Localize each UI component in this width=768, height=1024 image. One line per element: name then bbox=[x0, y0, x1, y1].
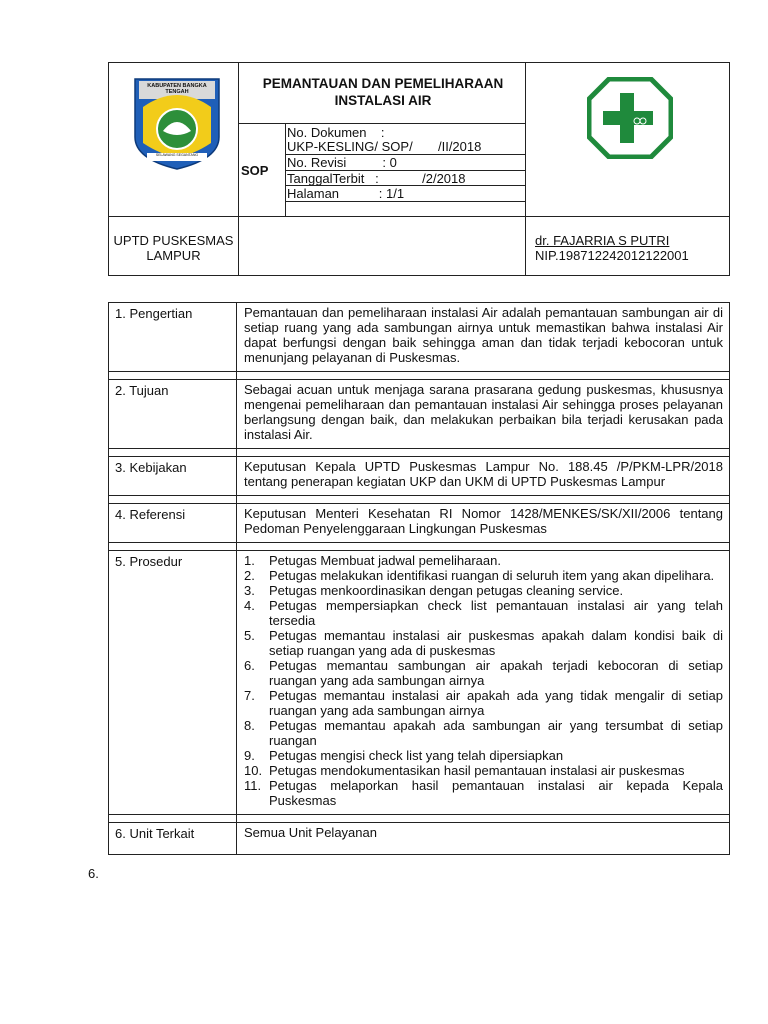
section-unit-terkait bbox=[109, 823, 729, 855]
step-text: Petugas memantau apakah ada sambungan air yang tersumbat di setiap ruangan bbox=[269, 718, 723, 748]
procedure-step bbox=[244, 763, 723, 778]
step-text: Petugas mengisi check list yang telah dipersiapkan bbox=[269, 748, 564, 763]
revision-number: No. Revisi : 0 bbox=[287, 155, 397, 170]
step-number: 5. bbox=[244, 628, 255, 643]
doc-number-label: No. Dokumen : bbox=[287, 125, 385, 140]
signatory-name: dr. FAJARRIA S PUTRI bbox=[535, 233, 670, 248]
step-number: 2. bbox=[244, 568, 255, 583]
section-tujuan bbox=[109, 380, 729, 449]
section-label: 1. Pengertian bbox=[109, 303, 237, 371]
section-label: 2. Tujuan bbox=[109, 380, 237, 448]
procedure-step bbox=[244, 658, 723, 688]
regency-logo bbox=[133, 73, 221, 171]
step-number: 11. bbox=[244, 778, 262, 793]
step-text: Petugas memantau sambungan air apakah terjadi kebocoran di setiap ruangan yang ada sambungan airnya bbox=[269, 658, 723, 688]
puskesmas-logo bbox=[587, 77, 673, 159]
sop-content-table bbox=[108, 302, 730, 855]
row-gap bbox=[109, 543, 729, 551]
section-text: Keputusan Menteri Kesehatan RI Nomor 1428/MENKES/SK/XII/2006 tentang Pedoman Penyelenggaraan Lingkungan Puskesmas bbox=[244, 506, 723, 536]
row-gap bbox=[109, 496, 729, 504]
page-number: Halaman : 1/1 bbox=[287, 186, 405, 201]
signatory-nip: NIP.198712242012122001 bbox=[535, 248, 689, 263]
section-label: 6. Unit Terkait bbox=[109, 823, 237, 854]
section-prosedur bbox=[109, 551, 729, 815]
step-text: Petugas melakukan identifikasi ruangan di seluruh item yang akan dipelihara. bbox=[269, 568, 715, 583]
procedure-step bbox=[244, 583, 723, 598]
step-text: Petugas menkoordinasikan dengan petugas cleaning service. bbox=[269, 583, 624, 598]
step-number: 1. bbox=[244, 553, 255, 568]
section-text: Semua Unit Pelayanan bbox=[244, 825, 377, 840]
step-text: Petugas memantau instalasi air puskesmas apakah dalam kondisi baik di setiap ruangan yang ada di puskesmas bbox=[269, 628, 723, 658]
step-number: 10. bbox=[244, 763, 263, 778]
row-gap bbox=[109, 372, 729, 380]
section-referensi bbox=[109, 504, 729, 543]
procedure-steps bbox=[244, 553, 723, 808]
doc-number-value: UKP-KESLING/ SOP/ /II/2018 bbox=[287, 139, 482, 154]
section-pengertian bbox=[109, 303, 729, 372]
issue-date: TanggalTerbit : /2/2018 bbox=[287, 171, 466, 186]
row-gap bbox=[109, 815, 729, 823]
section-label: 4. Referensi bbox=[109, 504, 237, 542]
step-text: Petugas mempersiapkan check list pemantauan instalasi air yang telah tersedia bbox=[269, 598, 723, 628]
procedure-step bbox=[244, 718, 723, 748]
logo-text-top: KABUPATEN BANGKA TENGAH bbox=[147, 83, 207, 95]
step-number: 6. bbox=[244, 658, 255, 673]
section-text: Pemantauan dan pemeliharaan instalasi Air adalah pemantauan sambungan air di setiap ruang yang ada sambungan airnya untuk memastikan bahwa instalasi Air dapat berfungsi dengan baik sehingga aman dan tidak terjadi kebocoran untuk menunjang pelayanan di Puskesmas. bbox=[244, 305, 723, 365]
logo-text-bottom: SELAWANG SEGANTANG bbox=[155, 153, 199, 157]
procedure-step bbox=[244, 598, 723, 628]
procedure-step bbox=[244, 748, 723, 763]
procedure-step bbox=[244, 568, 723, 583]
section-label: 5. Prosedur bbox=[109, 551, 237, 814]
step-number: 9. bbox=[244, 748, 255, 763]
step-number: 4. bbox=[244, 598, 255, 613]
organization-name: UPTD PUSKESMAS LAMPUR bbox=[113, 233, 234, 263]
section-text: Keputusan Kepala UPTD Puskesmas Lampur No. 188.45 /P/PKM-LPR/2018 tentang penerapan kegiatan UKP dan UKM di UPTD Puskesmas Lampur bbox=[244, 459, 723, 489]
sop-label: SOP bbox=[241, 163, 269, 178]
sop-header bbox=[108, 62, 730, 276]
section-kebijakan bbox=[109, 457, 729, 496]
step-number: 3. bbox=[244, 583, 255, 598]
procedure-step bbox=[244, 553, 723, 568]
section-text: Sebagai acuan untuk menjaga sarana prasarana gedung puskesmas, khususnya mengenai pemeliharaan dan pemantauan instalasi Air sehingga proses pelayanan berlangsung dengan baik, dan melakukan perbaikan bila terjadi kerusakan pada instalasi Air. bbox=[244, 382, 723, 442]
signatory bbox=[535, 233, 729, 263]
procedure-step bbox=[244, 628, 723, 658]
divider bbox=[285, 201, 526, 202]
divider bbox=[238, 123, 526, 124]
step-text: Petugas Membuat jadwal pemeliharaan. bbox=[269, 553, 501, 568]
document-title: PEMANTAUAN DAN PEMELIHARAAN INSTALASI AIR bbox=[262, 76, 504, 108]
section-label: 3. Kebijakan bbox=[109, 457, 237, 495]
procedure-step bbox=[244, 688, 723, 718]
procedure-step bbox=[244, 778, 723, 808]
step-number: 7. bbox=[244, 688, 255, 703]
divider bbox=[109, 216, 729, 217]
step-text: Petugas mendokumentasikan hasil pemantauan instalasi air puskesmas bbox=[269, 763, 685, 778]
step-number: 8. bbox=[244, 718, 255, 733]
step-text: Petugas memantau instalasi air apakah ada yang tidak mengalir di setiap ruangan yang ada sambungan airnya bbox=[269, 688, 723, 718]
row-gap bbox=[109, 449, 729, 457]
stray-number: 6. bbox=[88, 866, 99, 881]
step-text: Petugas melaporkan hasil pemantauan instalasi air kepada Kepala Puskesmas bbox=[269, 778, 723, 808]
divider bbox=[525, 216, 526, 275]
